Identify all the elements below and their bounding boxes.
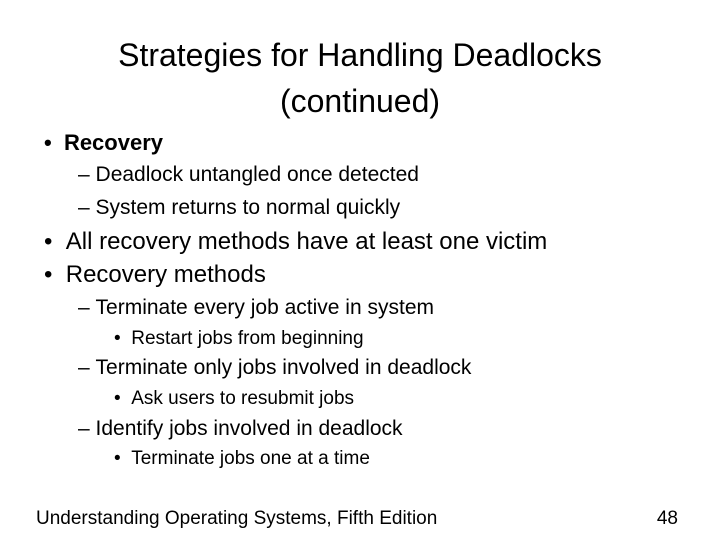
bullet-marker: • [114, 388, 121, 409]
slide-title [40, 32, 680, 124]
sub-sub-bullet-text: Terminate jobs one at a time [131, 448, 370, 469]
sub-sub-bullet-one-at-a-time [114, 448, 370, 470]
sub-bullet-text: System returns to normal quickly [95, 196, 401, 219]
bullet-victim [44, 228, 547, 256]
sub-bullet-text: Identify jobs involved in deadlock [95, 417, 403, 440]
page-number: 48 [656, 508, 678, 529]
sub-sub-bullet-text: Restart jobs from beginning [131, 328, 364, 349]
title-line-1: Strategies for Handling Deadlocks [118, 37, 602, 73]
sub-bullet-text: Terminate every job active in system [95, 296, 434, 319]
dash-marker: – [78, 417, 90, 440]
bullet-recovery [44, 130, 163, 156]
bullet-recovery-methods [44, 261, 266, 289]
sub-bullet-text: Deadlock untangled once detected [95, 163, 419, 186]
sub-bullet-terminate-only [78, 356, 471, 380]
sub-bullet-untangled [78, 163, 419, 187]
dash-marker: – [78, 196, 90, 219]
dash-marker: – [78, 356, 90, 379]
dash-marker: – [78, 163, 90, 186]
footer-book-title: Understanding Operating Systems, Fifth Edition [36, 508, 438, 529]
bullet-marker: • [44, 261, 53, 288]
bullet-text: Recovery [63, 130, 164, 155]
sub-sub-bullet-restart [114, 328, 364, 350]
bullet-text: All recovery methods have at least one victim [65, 228, 548, 255]
sub-bullet-returns [78, 196, 400, 220]
bullet-marker: • [114, 328, 121, 349]
sub-sub-bullet-ask-users [114, 388, 354, 410]
dash-marker: – [78, 296, 90, 319]
title-line-2: (continued) [279, 83, 441, 119]
sub-sub-bullet-text: Ask users to resubmit jobs [131, 388, 355, 409]
sub-bullet-terminate-every [78, 296, 434, 320]
bullet-marker: • [114, 448, 121, 469]
bullet-marker: • [44, 228, 53, 255]
sub-bullet-identify [78, 417, 403, 441]
sub-bullet-text: Terminate only jobs involved in deadlock [95, 356, 472, 379]
bullet-text: Recovery methods [65, 261, 266, 288]
bullet-marker: • [44, 130, 52, 155]
